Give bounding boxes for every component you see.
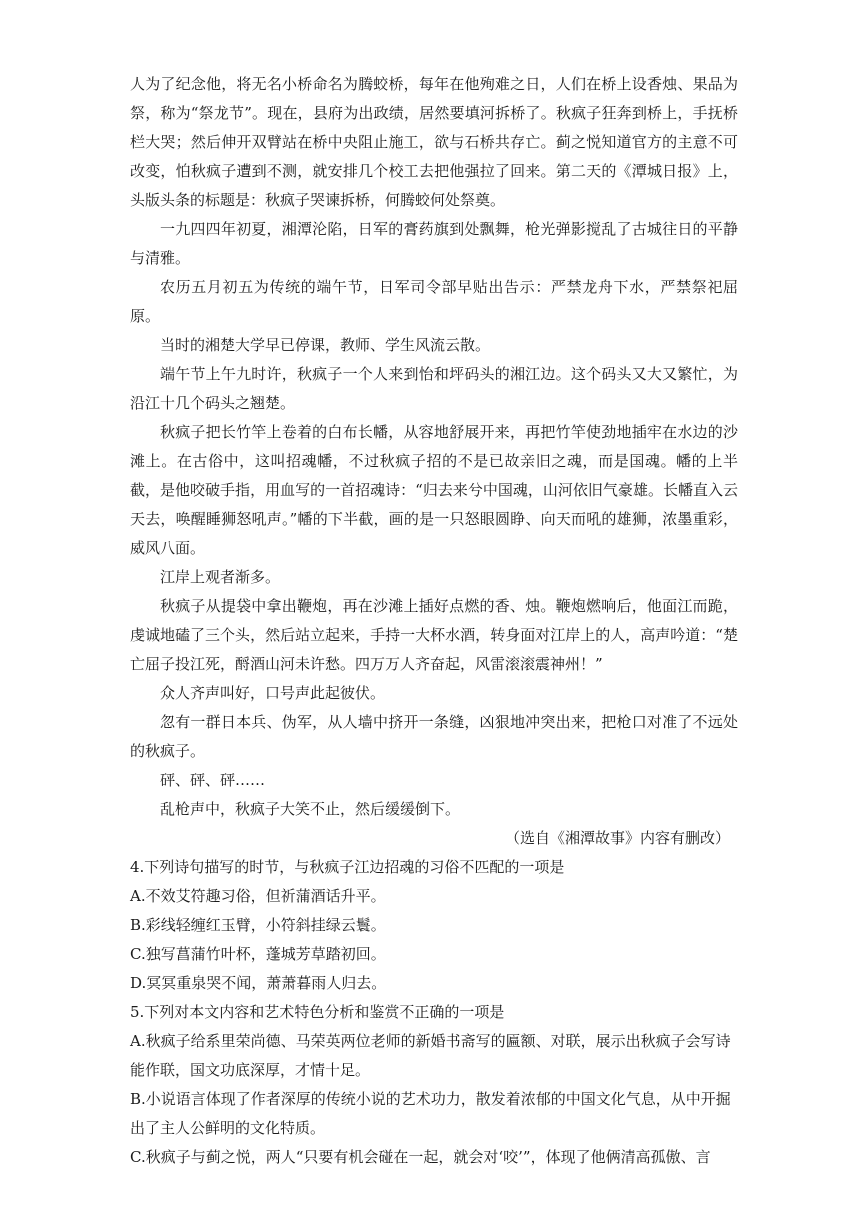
question-stem: 4.下列诗句描写的时节，与秋疯子江边招魂的习俗不匹配的一项是 xyxy=(130,858,565,876)
option-c: C.秋疯子与蓟之悦，两人“只要有机会碰在一起，就会对‘咬’”，体现了他俩清高孤傲、言 xyxy=(130,1148,711,1166)
paragraph: 人为了纪念他，将无名小桥命名为腾蛟桥，每年在他殉难之日，人们在桥上设香烛、果品为祭，称为“祭龙节”。现在，县府为出政绩，居然要填河拆桥了。秋疯子狂奔到桥上，手抚桥栏大哭；然后伸开双臂站在桥中央阻止施工，欲与石桥共存亡。蓟之悦知道官方的主意不可改变，怕秋疯子遭到不测，就安排几个校工去把他强拉了回来。第二天的《潭城日报》上，头版头条的标题是：秋疯子哭谏拆桥，何腾蛟何处祭奠。 xyxy=(130,75,738,209)
question-4 xyxy=(130,853,738,998)
option-c: C.独写菖蒲竹叶杯，蓬城芳草踏初回。 xyxy=(130,945,386,963)
source-citation: （选自《湘潭故事》内容有删改） xyxy=(504,829,730,847)
option-a: A.秋疯子给系里荣尚德、马荣英两位老师的新婚书斋写的匾额、对联，展示出秋疯子会写诗能作联，国文功底深厚，才情十足。 xyxy=(130,1032,731,1079)
paragraph: 秋疯子从提袋中拿出鞭炮，再在沙滩上插好点燃的香、烛。鞭炮燃响后，他面江而跪，虔诚地磕了三个头，然后站立起来，手持一大杯水酒，转身面对江岸上的人，高声吟道：“楚亡屈子投江死，酹酒山河未许愁。四万万人齐奋起，风雷滚滚震神州！” xyxy=(130,597,738,673)
paragraph: 乱枪声中，秋疯子大笑不止，然后缓缓倒下。 xyxy=(160,800,461,818)
paragraph: 当时的湘楚大学早已停课，教师、学生风流云散。 xyxy=(160,336,491,354)
option-b: B.小说语言体现了作者深厚的传统小说的艺术功力，散发着浓郁的中国文化气息，从中开掘出了主人公鲜明的文化特质。 xyxy=(130,1090,731,1137)
question-stem: 5.下列对本文内容和艺术特色分析和鉴赏不正确的一项是 xyxy=(130,1003,505,1021)
paragraph: 端午节上午九时许，秋疯子一个人来到怡和坪码头的湘江边。这个码头又大又繁忙，为沿江十几个码头之翘楚。 xyxy=(130,365,738,412)
paragraph: 砰、砰、砰…… xyxy=(160,771,266,789)
option-a: A.不效艾符趣习俗，但祈蒲酒话升平。 xyxy=(130,887,386,905)
option-b: B.彩线轻缠红玉臂，小符斜挂绿云鬟。 xyxy=(130,916,386,934)
paragraph: 众人齐声叫好，口号声此起彼伏。 xyxy=(160,684,386,702)
paragraph: 秋疯子把长竹竿上卷着的白布长幡，从容地舒展开来，再把竹竿使劲地插牢在水边的沙滩上。在古俗中，这叫招魂幡，不过秋疯子招的不是已故亲旧之魂，而是国魂。幡的上半截，是他咬破手指，用血写的一首招魂诗：“归去来兮中国魂，山河依旧气豪雄。长幡直入云天去，唤醒睡狮怒吼声。”幡的下半截，画的是一只怒眼圆睁、向天而吼的雄狮，浓墨重彩，威风八面。 xyxy=(130,423,738,557)
question-5 xyxy=(130,998,738,1172)
paragraph: 农历五月初五为传统的端午节，日军司令部早贴出告示：严禁龙舟下水，严禁祭祀屈原。 xyxy=(130,278,738,325)
paragraph: 江岸上观者渐多。 xyxy=(160,568,281,586)
option-d: D.冥冥重泉哭不闻，萧萧暮雨人归去。 xyxy=(130,974,387,992)
paragraph: 忽有一群日本兵、伪军，从人墙中挤开一条缝，凶狠地冲突出来，把枪口对准了不远处的秋疯子。 xyxy=(130,713,738,760)
paragraph: 一九四四年初夏，湘潭沦陷，日军的膏药旗到处飘舞，枪光弹影搅乱了古城往日的平静与清雅。 xyxy=(130,220,738,267)
article-body xyxy=(130,70,738,853)
